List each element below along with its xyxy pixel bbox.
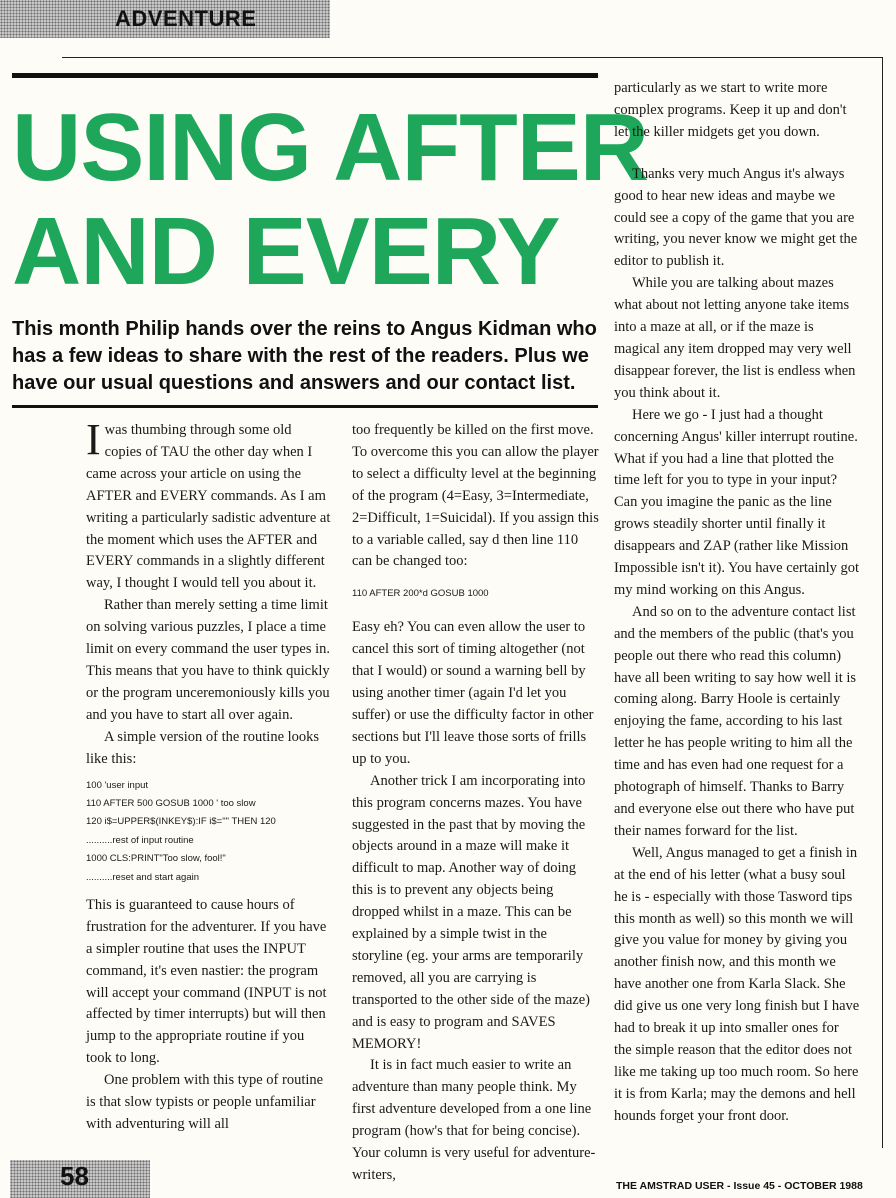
paragraph: A simple version of the routine looks like this: — [86, 728, 320, 767]
code-line: 110 AFTER 200*d GOSUB 1000 — [352, 588, 489, 600]
paragraph: Another trick I am incorporating into this program concerns mazes. You have suggested in the past that by moving the objects around in a maze will make it difficult to map. Another way of doing this is to prevent any objects being dropped whilst in a maze. This can be explained by a simple twist in the storyline (eg. your arms are temporarily removed, all you are carrying is transported to the other side of the maze) and is easy to program and SAVES MEMORY! — [352, 772, 590, 1052]
code-line: 120 i$=UPPER$(INKEY$):IF i$="" THEN 120 — [86, 816, 276, 828]
code-line: ..........rest of input routine — [86, 834, 194, 846]
paragraph: It is in fact much easier to write an adventure than many people think. My first adventure developed from a one line program (how's that for being concise). Your column is very useful for adventure-writers, — [352, 1057, 596, 1183]
paragraph: Rather than merely setting a time limit on solving various puzzles, I place a time limit on every command the user types in. This means that you have to think quickly or the program unceremoniously kills you and you have to start all over again. — [86, 597, 331, 723]
paragraph: This is guaranteed to cause hours of frustration for the adventurer. If you have a simpler routine that uses the INPUT command, it's even nastier: the program will accept your command (INPUT is not affected by timer interrupts) but will then jump to the appropriate routine if you took to long. — [86, 896, 327, 1067]
paragraph: too frequently be killed on the first move. To overcome this you can allow the player to select a difficulty level at the beginning of the program (4=Easy, 3=Intermediate, 2=Difficult, 1=Suicidal). If you assign this to a variable called, say d then line 110 can be changed too: — [352, 422, 599, 570]
article-title — [12, 96, 648, 304]
paragraph: One problem with this type of routine is that slow typists or people unfamiliar with adventuring will all — [86, 1072, 324, 1132]
standfirst-bottom-rule — [12, 405, 598, 408]
code-line: 110 AFTER 500 GOSUB 1000 ' too slow — [86, 797, 256, 809]
section-label: ADVENTURE — [115, 6, 257, 31]
code-line: ..........reset and start again — [86, 871, 200, 883]
title-line-1: USING AFTER — [12, 94, 649, 201]
drop-cap: I — [86, 415, 101, 464]
paragraph: While you are talking about mazes what about not letting anyone take items into a maze at all, or if the maze is magical any item dropped may very well disappear forever, the list is endless when you think about it. — [614, 275, 856, 401]
paragraph: Well, Angus managed to get a finish in at the end of his letter (what a busy soul he is - especially with those Tasword tips this month as well) so this month we will give you value for money by giving you another finish now, and this month we have another one from Karla Slack. She did give us one very long finish but I have had to break it up into smaller ones for the simple reason that the editor does not like me taking up too much room. So here it is from Karla; may the demons and hell hounds forget your front door. — [614, 844, 860, 1124]
column-2 — [352, 420, 600, 1187]
code-line: 1000 CLS:PRINT"Too slow, fool!" — [86, 853, 226, 865]
paragraph: Here we go - I just had a thought concerning Angus' killer interrupt routine. What if you had a line that plotted the time left for you to type in your input? Can you imagine the panic as the line grows steadily shorter until finally it disappears and ZAP (rather like Mission Impossible isn't it). You have certainly got my mind working on this Angus. — [614, 406, 860, 598]
title-top-rule — [12, 73, 598, 78]
publication-footer: THE AMSTRAD USER - Issue 45 - OCTOBER 1988 — [616, 1180, 863, 1192]
column-1 — [86, 415, 332, 1136]
code-listing — [86, 777, 332, 887]
paragraph: Thanks very much Angus it's always good to hear new ideas and maybe we could see a copy of the game that you are writing, you never know we might get the editor to publish it. — [614, 165, 858, 270]
paragraph: Easy eh? You can even allow the user to cancel this sort of timing altogether (not that I would) or sound a warning bell by using another timer (again I'd let you suffer) or use the difficulty factor in other sections but I'll leave those sorts of frills up to you. — [352, 619, 594, 767]
title-line-2: AND EVERY — [12, 198, 560, 305]
paragraph: And so on to the adventure contact list and the members of the public (that's you people out there who read this column) have all been writing to say how well it is coming along. Barry Hoole is certainly enjoying the fame, according to his last letter he has people writing to him all the time and has even had one request for a photograph of himself. Thanks to Barry and everyone else out there who have put their names forward for the list. — [614, 603, 857, 839]
column-3 — [614, 78, 860, 1128]
paragraph: particularly as we start to write more complex programs. Keep it up and don't let the killer midgets get you down. — [614, 80, 847, 140]
standfirst: This month Philip hands over the reins to Angus Kidman who has a few ideas to share with the rest of the readers. Plus we have our usual questions and answers and our contact list. — [12, 318, 597, 394]
page-number: 58 — [60, 1161, 89, 1191]
paragraph: was thumbing through some old copies of TAU the other day when I came across your article on using the AFTER and EVERY commands. As I am writing a particularly sadistic adventure at the moment which uses the AFTER and EVERY commands in a slightly different way, I thought I would tell you about it. — [86, 422, 331, 592]
code-line: 100 'user input — [86, 779, 149, 791]
